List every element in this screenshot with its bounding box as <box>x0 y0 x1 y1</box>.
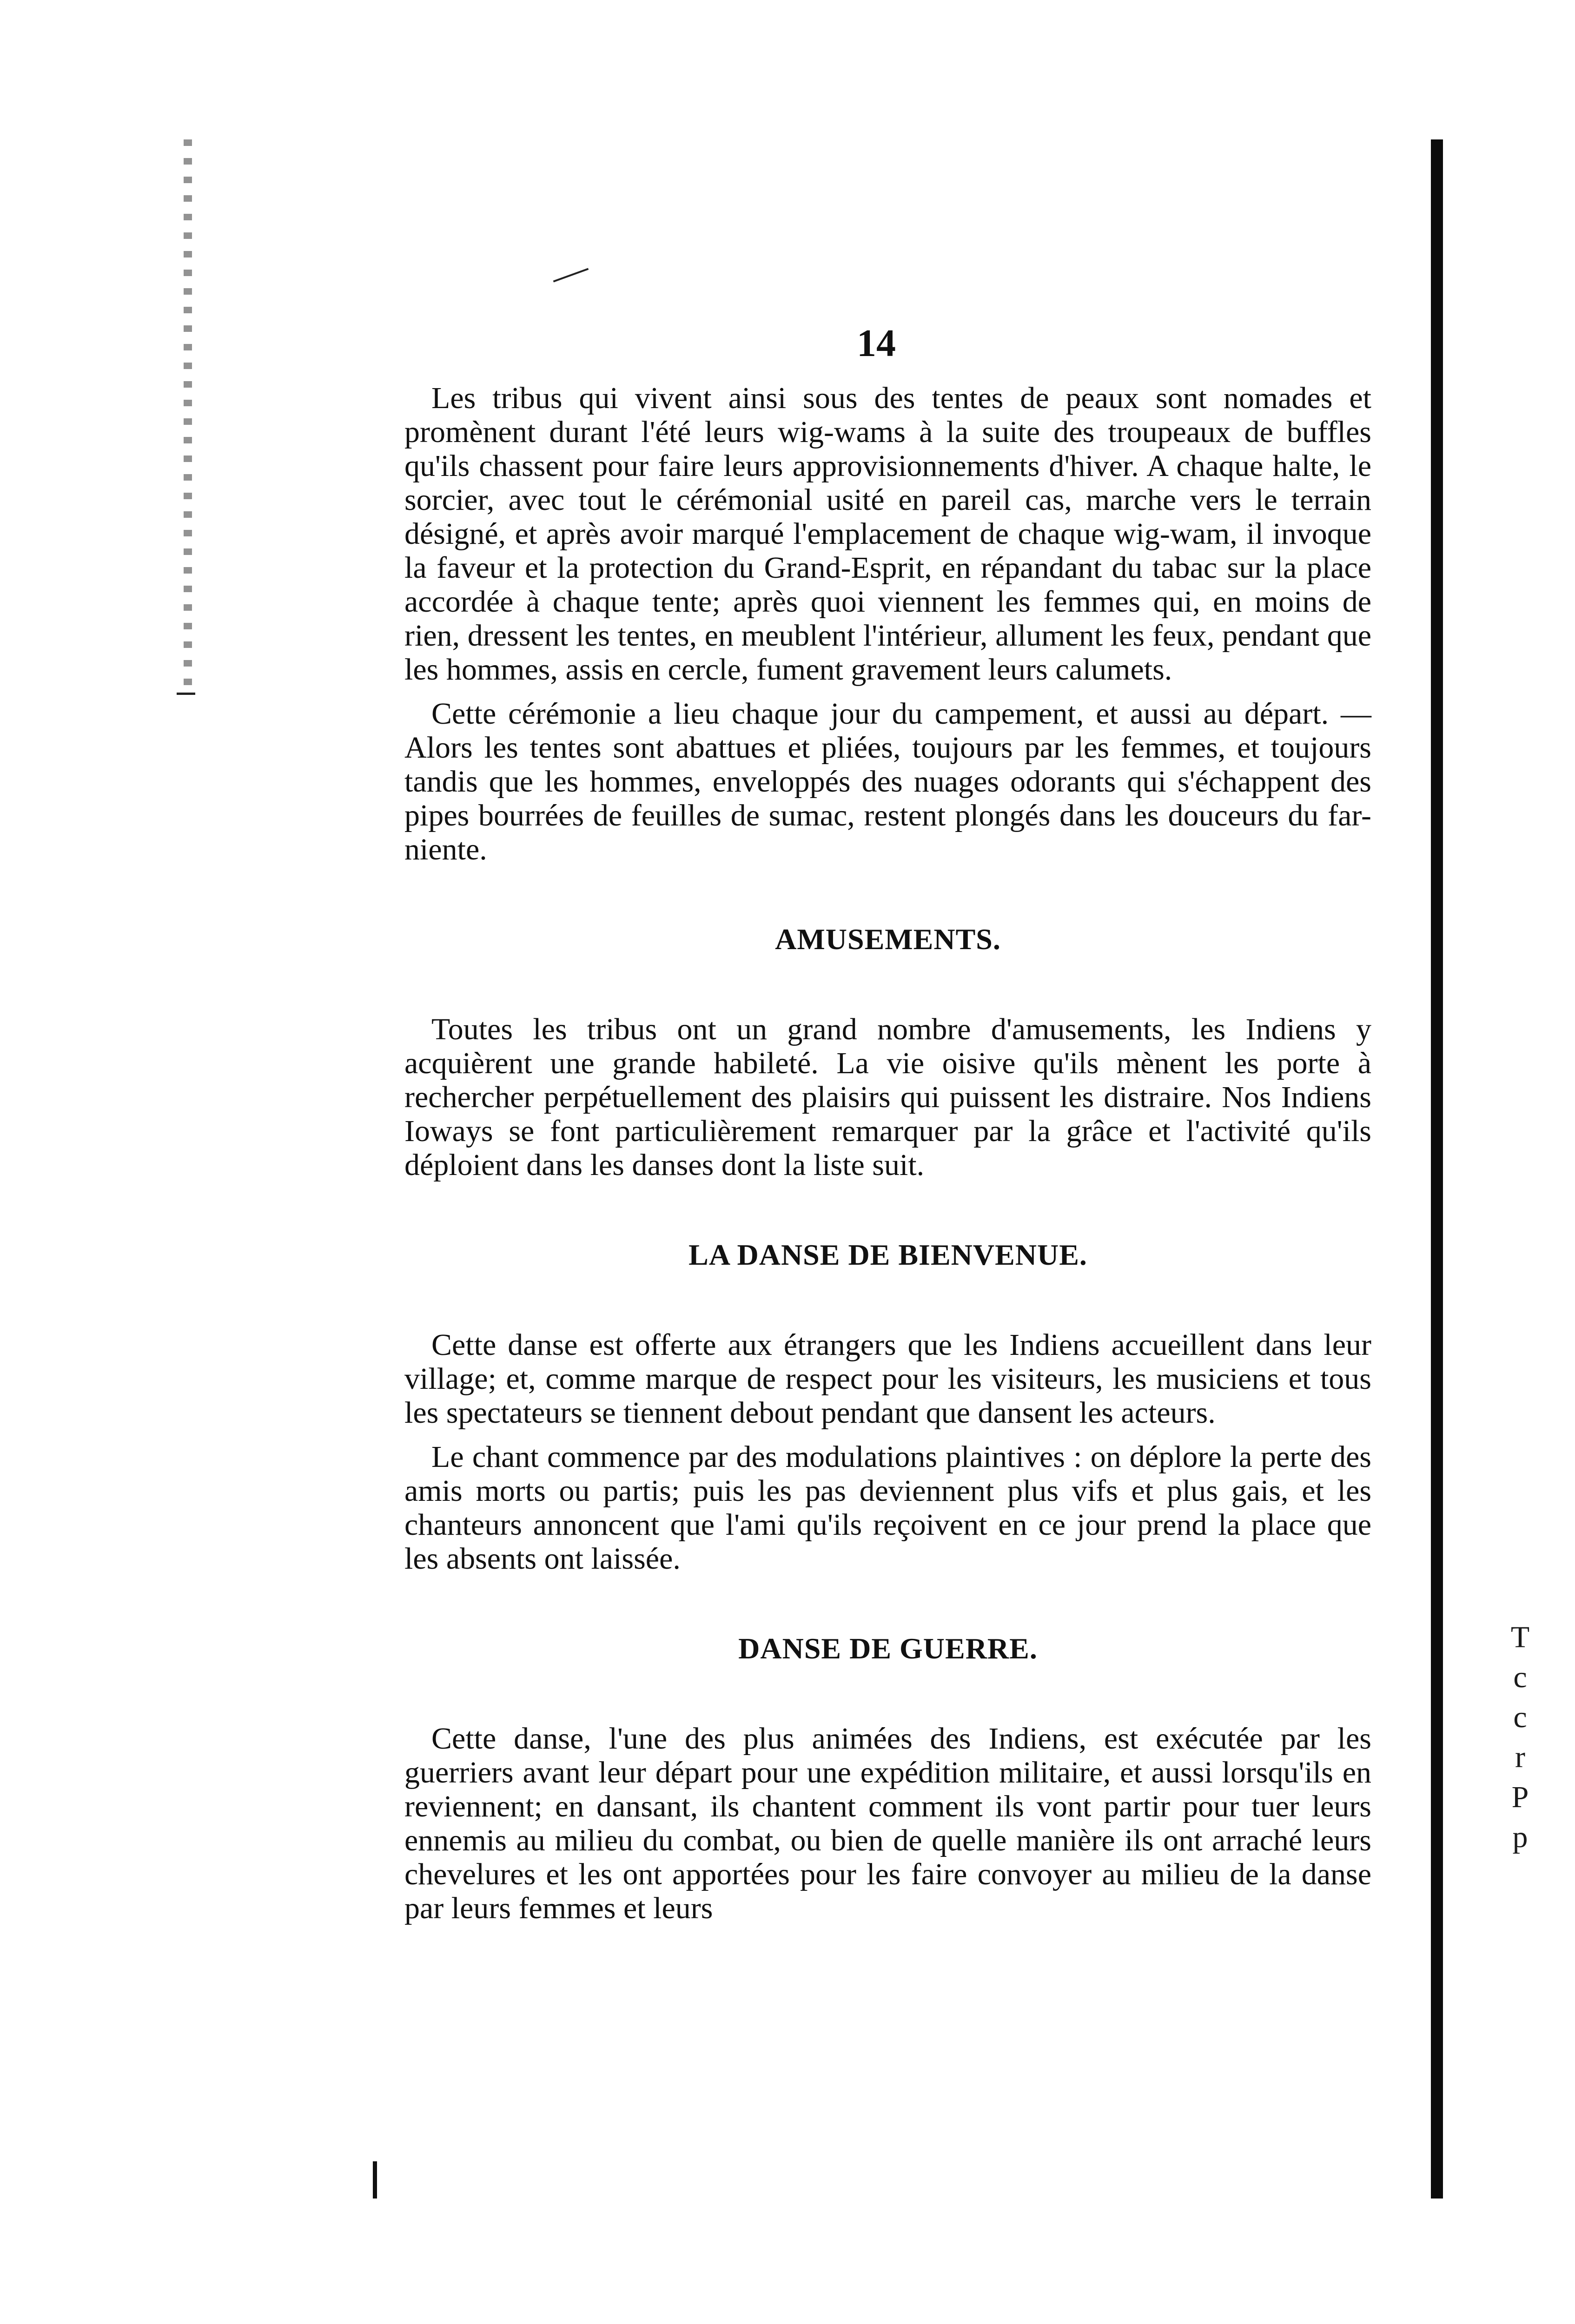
paragraph-nomad-tribes: Les tribus qui vivent ainsi sous des tentes de peaux sont nomades et promènent durant l'été leurs wig-wams à la suite des troupeaux de buffles qu'ils chassent pour faire leurs approvisionnements d'hiver. A chaque halte, le sorcier, avec tout le cérémonial usité en pareil cas, marche vers le terrain désigné, et après avoir marqué l'emplacement de chaque wig-wam, il invoque la faveur et la protection du Grand-Esprit, en répandant du tabac sur la place accordée à chaque tente; après quoi viennent les femmes qui, en moins de rien, dressent les tentes, en meublent l'intérieur, allument les feux, pendant que les hommes, assis en cercle, fument gravement leurs calumets. <box>404 381 1371 687</box>
heading-danse-guerre: DANSE DE GUERRE. <box>738 1632 1038 1665</box>
page-number: 14 <box>857 322 896 365</box>
facing-page-margin-fragments <box>1499 1618 1541 1857</box>
margin-fragment: c <box>1513 1660 1527 1694</box>
margin-fragment: T <box>1510 1620 1530 1654</box>
margin-fragment: p <box>1512 1820 1528 1854</box>
paragraph-bienvenue-2: Le chant commence par des modulations plaintives : on déplore la perte des amis morts ou partis; puis les pas deviennent plus vifs et plus gais, et les chanteurs annoncent que l'ami qu'ils reçoivent en ce jour prend la place que les absents ont laissée. <box>404 1440 1371 1576</box>
heading-danse-bienvenue: LA DANSE DE BIENVENUE. <box>688 1238 1087 1271</box>
text-column <box>404 381 1371 1935</box>
binding-edge-rule <box>1431 139 1443 2199</box>
scanned-left-edge <box>184 139 192 688</box>
heading-amusements: AMUSEMENTS. <box>775 923 1001 956</box>
scanned-left-tick <box>177 693 195 695</box>
margin-fragment: c <box>1513 1700 1527 1734</box>
paragraph-bienvenue-1: Cette danse est offerte aux étrangers que les Indiens accueillent dans leur village; et, comme marque de respect pour les visiteurs, les musiciens et tous les spectateurs se tiennent debout pendant que dansent les acteurs. <box>404 1328 1371 1430</box>
stray-pen-mark <box>553 268 589 282</box>
paragraph-danse-guerre: Cette danse, l'une des plus animées des Indiens, est exécutée par les guerriers avant leur départ pour une expédition militaire, et aussi lorsqu'ils en reviennent; en dansant, ils chantent comment ils vont partir pour tuer leurs ennemis au milieu du combat, ou bien de quelle manière ils ont arraché leurs chevelures et les ont apportées pour les faire convoyer au milieu de la danse par leurs femmes et leurs <box>404 1722 1371 1925</box>
stray-bottom-mark <box>373 2161 377 2199</box>
paragraph-amusements: Toutes les tribus ont un grand nombre d'amusements, les Indiens y acquièrent une grande habileté. La vie oisive qu'ils mènent les porte à rechercher perpétuellement des plaisirs qui puissent les distraire. Nos Indiens Ioways se font particulièrement remarquer par la grâce et l'activité qu'ils déploient dans les danses dont la liste suit. <box>404 1012 1371 1182</box>
margin-fragment: r <box>1515 1740 1525 1774</box>
margin-fragment: P <box>1511 1780 1529 1814</box>
paragraph-ceremony: Cette cérémonie a lieu chaque jour du campement, et aussi au départ. — Alors les tentes sont abattues et pliées, toujours par les femmes, et toujours tandis que les hommes, enveloppés des nuages odorants qui s'échappent des pipes bourrées de feuilles de sumac, restent plongés dans les douceurs du far-niente. <box>404 697 1371 866</box>
